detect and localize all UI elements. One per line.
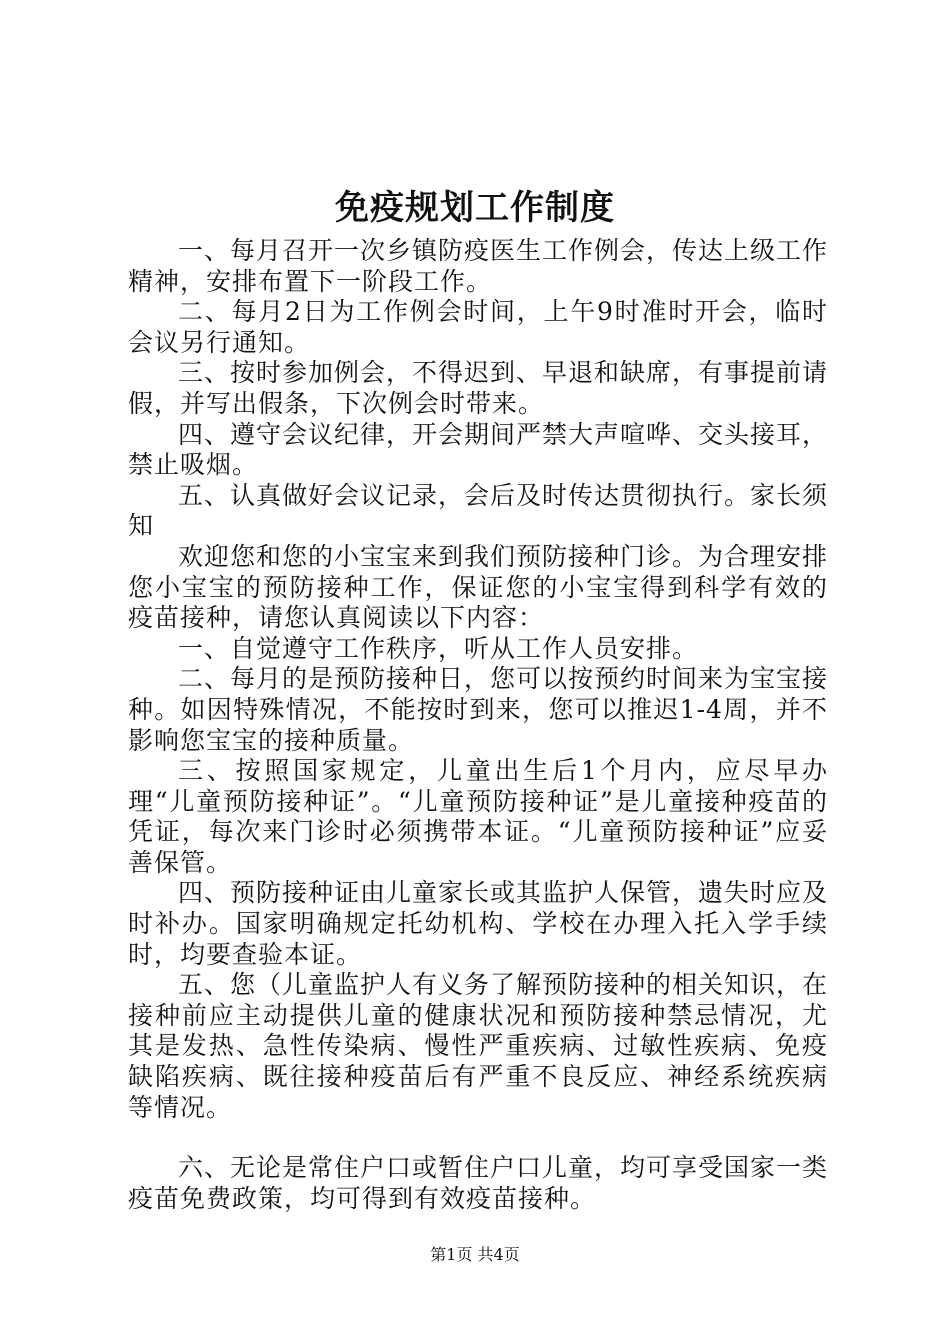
- paragraph-4: 四、遵守会议纪律，开会期间严禁大声喧哗、交头接耳，禁止吸烟。: [128, 419, 829, 480]
- paragraph-2: 二、每月2日为工作例会时间，上午9时准时开会，临时会议另行通知。: [128, 297, 828, 357]
- page-footer: 第1页 共4页: [430, 1245, 520, 1264]
- paragraph-12: 六、无论是常住户口或暂住户口儿童，均可享受国家一类疫苗免费政策，均可得到有效疫苗接种。: [128, 1153, 829, 1213]
- paragraph-3: 三、按时参加例会，不得迟到、早退和缺席，有事提前请假，并写出假条，下次例会时带来。: [128, 358, 829, 418]
- paragraph-8: 二、每月的是预防接种日，您可以按预约时间来为宝宝接种。如因特殊情况，不能按时到来，您可以推迟1-4周，并不影响您宝宝的接种质量。: [128, 664, 829, 755]
- document-body: [128, 236, 828, 1214]
- paragraph-10: 四、预防接种证由儿童家长或其监护人保管，遗失时应及时补办。国家明确规定托幼机构、学校在办理入托入学手续时，均要查验本证。: [128, 878, 829, 969]
- paragraph-6: 欢迎您和您的小宝宝来到我们预防接种门诊。为合理安排您小宝宝的预防接种工作，保证您的小宝宝得到科学有效的疫苗接种，请您认真阅读以下内容：: [128, 541, 829, 633]
- paragraph-11: 五、您（儿童监护人有义务了解预防接种的相关知识，在接种前应主动提供儿童的健康状况和预防接种禁忌情况，尤其是发热、急性传染病、慢性严重疾病、过敏性疾病、免疫缺陷疾病、既往接种疫苗后有严重不良反应、神经系统疾病等情况。: [128, 970, 829, 1122]
- paragraph-5: 五、认真做好会议记录，会后及时传达贯彻执行。家长须知: [128, 480, 829, 541]
- paragraph-9: 三、按照国家规定，儿童出生后1个月内，应尽早办理“儿童预防接种证”。“儿童预防接种证”是儿童接种疫苗的凭证，每次来门诊时必须携带本证。“儿童预防接种证”应妥善保管。: [128, 756, 828, 877]
- paragraph-7: 一、自觉遵守工作秩序，听从工作人员安排。: [178, 633, 699, 663]
- paragraph-1: 一、每月召开一次乡镇防疫医生工作例会，传达上级工作精神，安排布置下一阶段工作。: [128, 236, 829, 296]
- document-title: 免疫规划工作制度: [335, 188, 615, 228]
